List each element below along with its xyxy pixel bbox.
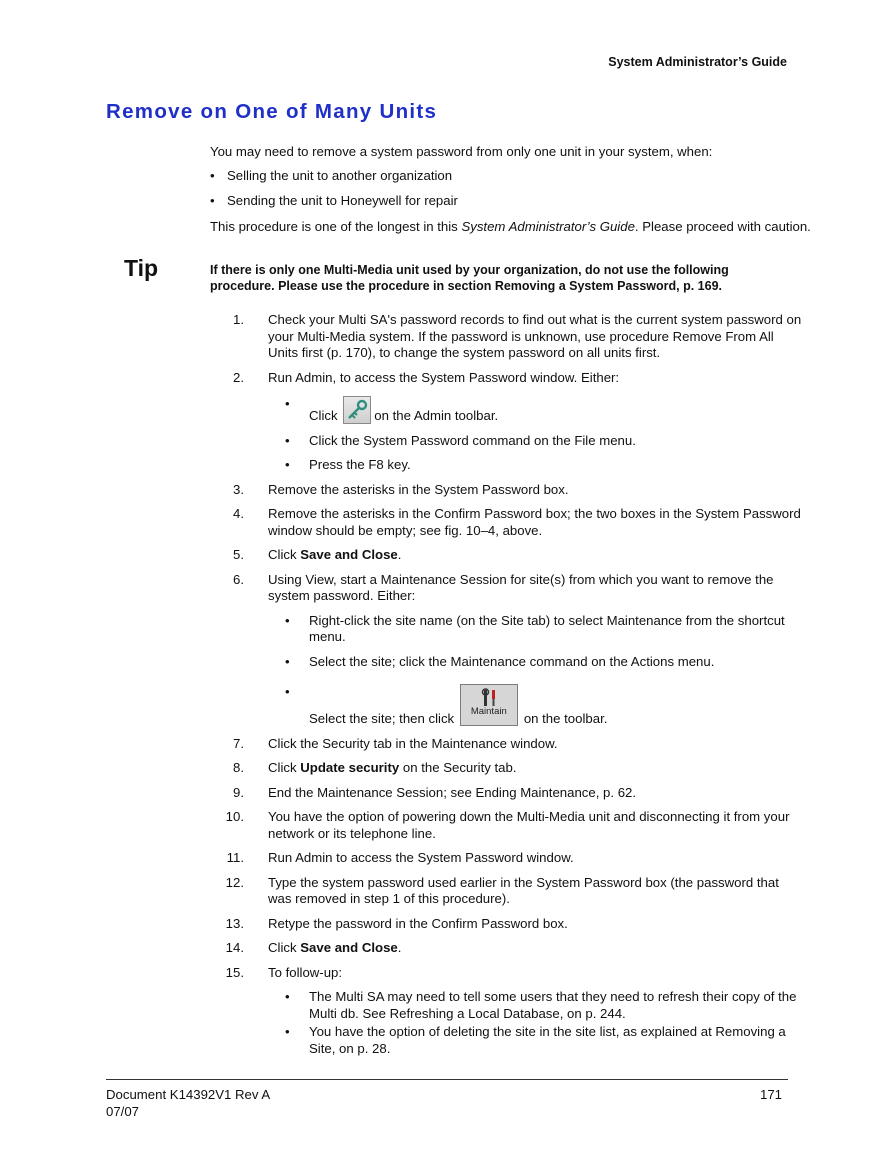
step-text: Retype the password in the Confirm Password box. <box>268 915 568 931</box>
step-number: 13. <box>225 915 244 931</box>
list-item: • Sending the unit to Honeywell for repair <box>210 192 811 209</box>
step-number: 14. <box>225 940 244 955</box>
caution-note <box>210 218 811 235</box>
step-text: Click <box>268 760 301 775</box>
procedure-steps <box>224 312 804 1065</box>
maintain-label: Maintain <box>470 705 507 717</box>
step-number: 2. <box>233 369 244 385</box>
step-number: 5. <box>233 547 244 562</box>
guide-title-italic: System Administrator’s Guide <box>461 219 635 234</box>
step-number: 10. <box>225 809 244 824</box>
step-5 <box>224 547 804 564</box>
list-item: • Press the F8 key. <box>268 457 804 474</box>
intro-block <box>210 143 811 235</box>
list-item: • You have the option of deleting the site in the site list, as explained at Removing a Site, on p. 28. <box>268 1024 804 1057</box>
ui-term: Save and Close <box>300 940 398 955</box>
document-id: Document K14392V1 Rev A <box>106 1087 271 1102</box>
step-15 <box>224 965 804 1058</box>
intro-lead: You may need to remove a system password from only one unit in your system, when: <box>210 144 713 159</box>
footer-divider <box>106 1079 788 1080</box>
maintain-button[interactable] <box>460 684 518 726</box>
step-text: . <box>397 940 402 955</box>
ui-term: Save and Close <box>300 547 398 562</box>
step-number: 12. <box>225 874 244 890</box>
step-13 <box>224 916 804 933</box>
step-3 <box>224 482 804 499</box>
tip-text: If there is only one Multi-Media unit used by your organization, do not use the following procedure. Please use the procedure in section Removing a System Password, p. 169. <box>210 263 729 293</box>
tip-label: Tip <box>124 255 159 281</box>
document-date: 07/07 <box>106 1103 140 1119</box>
step-text: Click <box>268 547 301 562</box>
step-number: 6. <box>233 571 244 587</box>
step-number: 4. <box>233 506 244 521</box>
step-text: Type the system password used earlier in the System Password box (the password that was removed in step 1 of this procedure). <box>268 874 779 906</box>
step-number: 8. <box>233 760 244 775</box>
step-text: End the Maintenance Session; see Ending Maintenance, p. 62. <box>268 784 637 800</box>
note-text: This procedure is one of the longest in this <box>210 219 462 234</box>
step-text: Click <box>268 940 301 955</box>
step-10 <box>224 809 804 842</box>
section-title: Remove on One of Many Units <box>106 100 438 123</box>
intro-bullets <box>210 167 811 209</box>
step-text: on the Security tab. <box>399 760 517 775</box>
running-header: System Administrator’s Guide <box>608 55 787 69</box>
step-text: Remove the asterisks in the Confirm Password box; the two boxes in the System Password window should be empty; see fig. 10–4, above. <box>268 506 801 538</box>
step-number: 11. <box>226 850 244 865</box>
option-text: Select the site; then click <box>309 711 455 726</box>
step-number: 7. <box>233 735 244 751</box>
list-item: • Selling the unit to another organization <box>210 167 811 184</box>
key-icon[interactable] <box>343 396 371 424</box>
step-text: Using View, start a Maintenance Session for site(s) from which you want to remove the system password. Either: <box>268 571 774 603</box>
option-text: on the toolbar. <box>523 711 608 726</box>
footer-left <box>106 1087 270 1120</box>
step-11 <box>224 850 804 867</box>
step-6-options <box>268 613 804 728</box>
step-2 <box>224 370 804 474</box>
step-number: 3. <box>233 481 244 497</box>
step-12 <box>224 875 804 908</box>
step-8 <box>224 760 804 777</box>
ui-term: Update security <box>300 760 400 775</box>
list-item <box>268 396 804 425</box>
step-text: . <box>397 547 402 562</box>
list-item: • Select the site; click the Maintenance command on the Actions menu. <box>268 654 804 671</box>
step-number: 15. <box>225 964 244 980</box>
step-text: Click the Security tab in the Maintenance window. <box>268 735 558 751</box>
step-4 <box>224 506 804 539</box>
step-text: To follow-up: <box>268 964 343 980</box>
step-text: Run Admin to access the System Password window. <box>268 850 574 865</box>
step-9 <box>224 785 804 802</box>
step-text: Remove the asterisks in the System Password box. <box>268 481 569 497</box>
list-item: • Click the System Password command on the File menu. <box>268 433 804 450</box>
step-6 <box>224 572 804 728</box>
step-number: 1. <box>233 312 244 327</box>
step-text: Run Admin, to access the System Password window. Either: <box>268 369 620 385</box>
step-1 <box>224 312 804 362</box>
option-text: Click <box>309 408 338 423</box>
note-text: . Please proceed with caution. <box>634 219 811 234</box>
page-number: 171 <box>759 1087 782 1102</box>
list-item: • Right-click the site name (on the Site tab) to select Maintenance from the shortcut menu. <box>268 613 804 646</box>
step-text: Check your Multi SA's password records to find out what is the current system password on your Multi-Media system. If the password is unknown, use procedure Remove From All Units first (p. 170), to change the system password on all units first. <box>268 312 802 360</box>
list-item <box>268 684 804 728</box>
step-7 <box>224 736 804 753</box>
step-text: You have the option of powering down the Multi-Media unit and disconnecting it from your network or its telephone line. <box>268 809 790 841</box>
step-15-options <box>268 989 804 1057</box>
option-text: on the Admin toolbar. <box>374 408 499 423</box>
list-item: • The Multi SA may need to tell some users that they need to refresh their copy of the Multi db. See Refreshing a Local Database, on p. 244. <box>268 989 804 1022</box>
step-2-options <box>268 396 804 474</box>
step-number: 9. <box>233 784 244 800</box>
step-14 <box>224 940 804 957</box>
